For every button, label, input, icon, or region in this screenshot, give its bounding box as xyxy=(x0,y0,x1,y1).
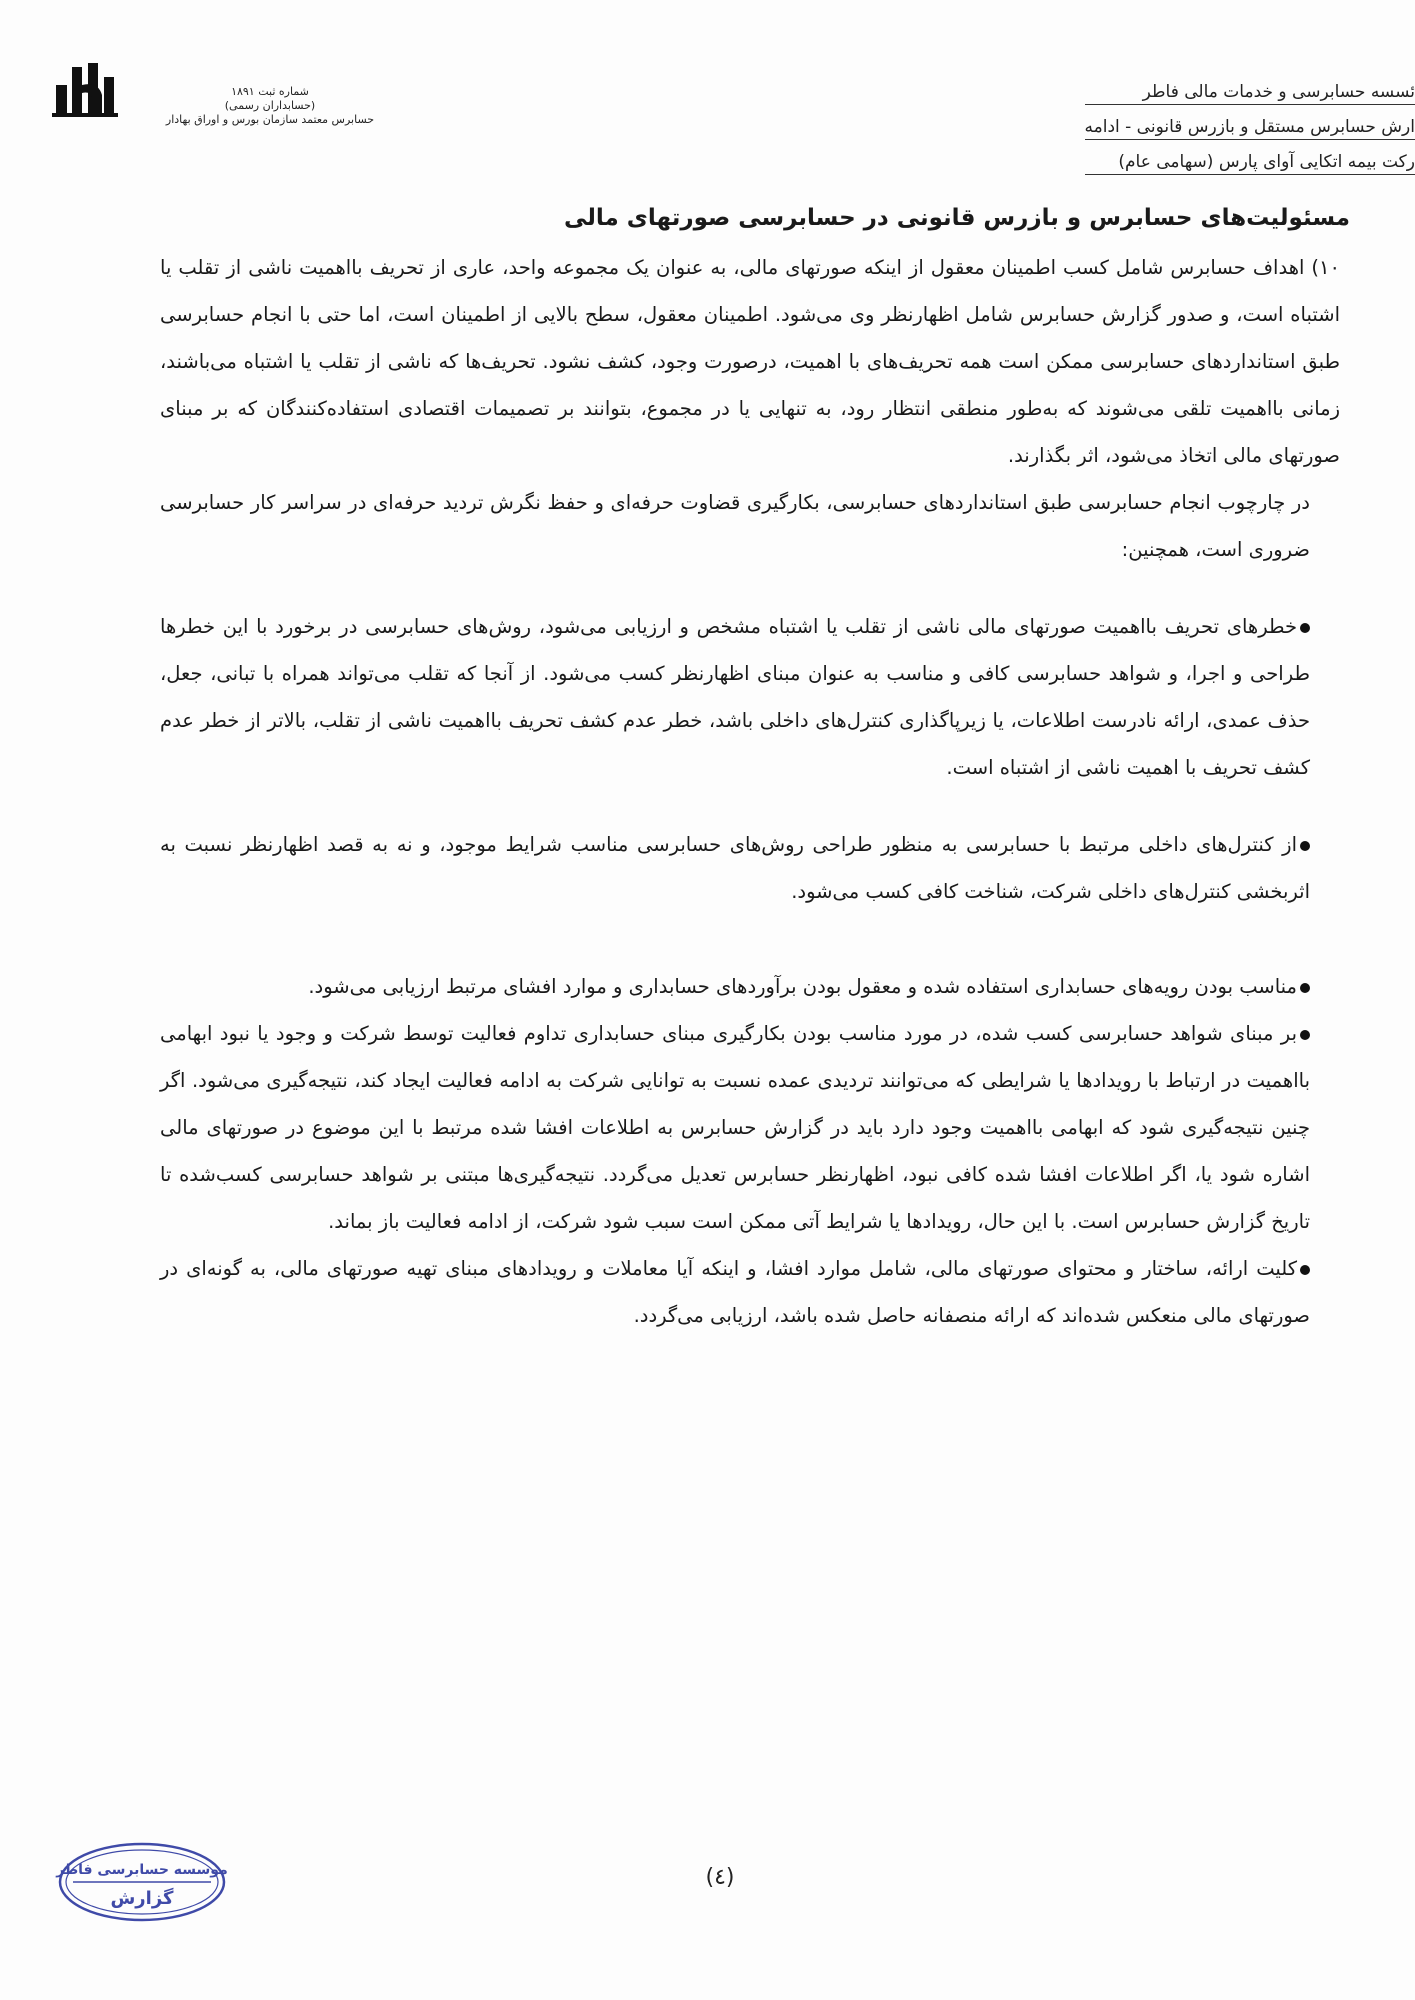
bullet-dot-icon xyxy=(1300,983,1310,993)
bullet-dot-icon xyxy=(1300,1030,1310,1040)
stamp-firm-name: موسسه حسابرسی فاطر xyxy=(56,1862,228,1878)
firm-logo xyxy=(50,55,120,125)
bullet-dot-icon xyxy=(1300,1265,1310,1275)
bullet-text: خطرهای تحریف بااهمیت صورتهای مالی ناشی از تقلب یا اشتباه مشخص و ارزیابی می‌شود، روش‌های حسابرسی در برخورد با این خطرها طراحی و اجرا، و شواهد حسابرسی کافی و مناسب به عنوان مبنای اظهارنظر کسب می‌شود. از آنجا که تقلب می‌تواند همراه با تبانی، جعل، حذف عمدی، ارائه نادرست اطلاعات، یا زیرپاگذاری کنترل‌های داخلی باشد، خطر عدم کشف تحریف بااهمیت ناشی از تقلب، بالاتر از خطر عدم کشف تحریف با اهمیت ناشی از اشتباه است. xyxy=(160,615,1310,779)
paragraph-framework: در چارچوب انجام حسابرسی طبق استانداردهای حسابرسی، بکارگیری قضاوت حرفه‌ای و حفظ نگرش تردید حرفه‌ای در سراسر کار حسابرسی ضروری است، همچنین: xyxy=(160,491,1310,561)
bullet-item xyxy=(160,821,1310,915)
header-firm-name: ئسسه حسابرسی و خدمات مالی فاطر xyxy=(1085,80,1415,105)
bullet-dot-icon xyxy=(1300,841,1310,851)
certified-accountants-label: (حسابداران رسمی) xyxy=(224,99,316,112)
header-company-name: رکت بیمه اتکایی آوای پارس (سهامی عام) xyxy=(1085,150,1415,175)
paragraph-10: ۱۰) اهداف حسابرس شامل کسب اطمینان معقول از اینکه صورتهای مالی، به عنوان یک مجموعه واحد، عاری از تحریف بااهمیت ناشی از تقلب یا اشتباه است، و صدور گزارش حسابرس شامل اظهارنظر وی می‌شود. اطمینان معقول، سطح بالایی از اطمینان است، اما حتی با انجام حسابرسی طبق استانداردهای حسابرسی ممکن است همه تحریف‌های با اهمیت، درصورت وجود، کشف نشود. تحریف‌ها که ناشی از تقلب یا اشتباه می‌باشند، زمانی بااهمیت تلقی می‌شوند که به‌طور منطقی انتظار رود، به تنهایی یا در مجموع، بتوانند بر تصمیمات اقتصادی استفاده‌کنندگان که بر مبنای صورتهای مالی اتخاذ می‌شود، اثر بگذارند. xyxy=(160,256,1340,467)
sec-trusted-auditor-label: حسابرس معتمد سازمان بورس و اوراق بهادار xyxy=(165,113,375,126)
header-left-block xyxy=(50,55,375,155)
firm-stamp xyxy=(55,1840,230,1925)
header-right-block xyxy=(1085,80,1415,185)
stamp-report-label: گزارش xyxy=(110,1888,174,1909)
bullet-text: مناسب بودن رویه‌های حسابداری استفاده شده و معقول بودن برآوردهای حسابداری و موارد افشای مرتبط ارزیابی می‌شود. xyxy=(308,975,1297,998)
bullet-dot-icon xyxy=(1300,623,1310,633)
bullet-item xyxy=(160,603,1310,791)
bullet-text: از کنترل‌های داخلی مرتبط با حسابرسی به منظور طراحی روش‌های حسابرسی مناسب شرایط موجود، و نه به قصد اظهارنظر نسبت به اثربخشی کنترل‌های داخلی شرکت، شناخت کافی کسب می‌شود. xyxy=(160,833,1310,903)
registration-number: شماره ثبت ۱۸۹۱ xyxy=(231,85,309,98)
bullet-text: بر مبنای شواهد حسابرسی کسب شده، در مورد مناسب بودن بکارگیری مبنای حسابداری تداوم فعالیت توسط شرکت و وجود یا نبود ابهامی بااهمیت در ارتباط با رویدادها یا شرایطی که می‌توانند تردیدی عمده نسبت به توانایی شرکت به ادامه فعالیت ایجاد کند، نتیجه‌گیری می‌شود. اگر چنین نتیجه‌گیری شود که ابهامی بااهمیت وجود دارد باید در گزارش حسابرس به اطلاعات افشا شده مرتبط با این موضوع در صورتهای مالی اشاره شود یا، اگر اطلاعات افشا شده کافی نبود، اظهارنظر حسابرس تعدیل می‌گردد. نتیجه‌گیری‌ها مبتنی بر شواهد حسابرسی کسب‌شده تا تاریخ گزارش حسابرس است. با این حال، رویدادها یا شرایط آتی ممکن است سبب شود شرکت، از ادامه فعالیت باز بماند. xyxy=(160,1022,1310,1233)
section-title: مسئولیت‌های حسابرس و بازرس قانونی در حسابرسی صورتهای مالی xyxy=(564,205,1350,231)
document-body xyxy=(160,200,1350,1339)
bullet-item xyxy=(160,1010,1310,1245)
page-number: (٤) xyxy=(705,1865,735,1890)
header-left-text xyxy=(130,85,410,127)
bullet-text: کلیت ارائه، ساختار و محتوای صورتهای مالی، شامل موارد افشا، و اینکه آیا معاملات و رویدادهای مبنای تهیه صورتهای مالی، به گونه‌ای در صورتهای مالی منعکس شده‌اند که ارائه منصفانه حاصل شده باشد، ارزیابی می‌گردد. xyxy=(160,1257,1310,1327)
header-report-title: ارش حسابرس مستقل و بازرس قانونی - ادامه xyxy=(1085,115,1415,140)
bullet-item xyxy=(160,1245,1310,1339)
bullet-item xyxy=(160,963,1310,1010)
